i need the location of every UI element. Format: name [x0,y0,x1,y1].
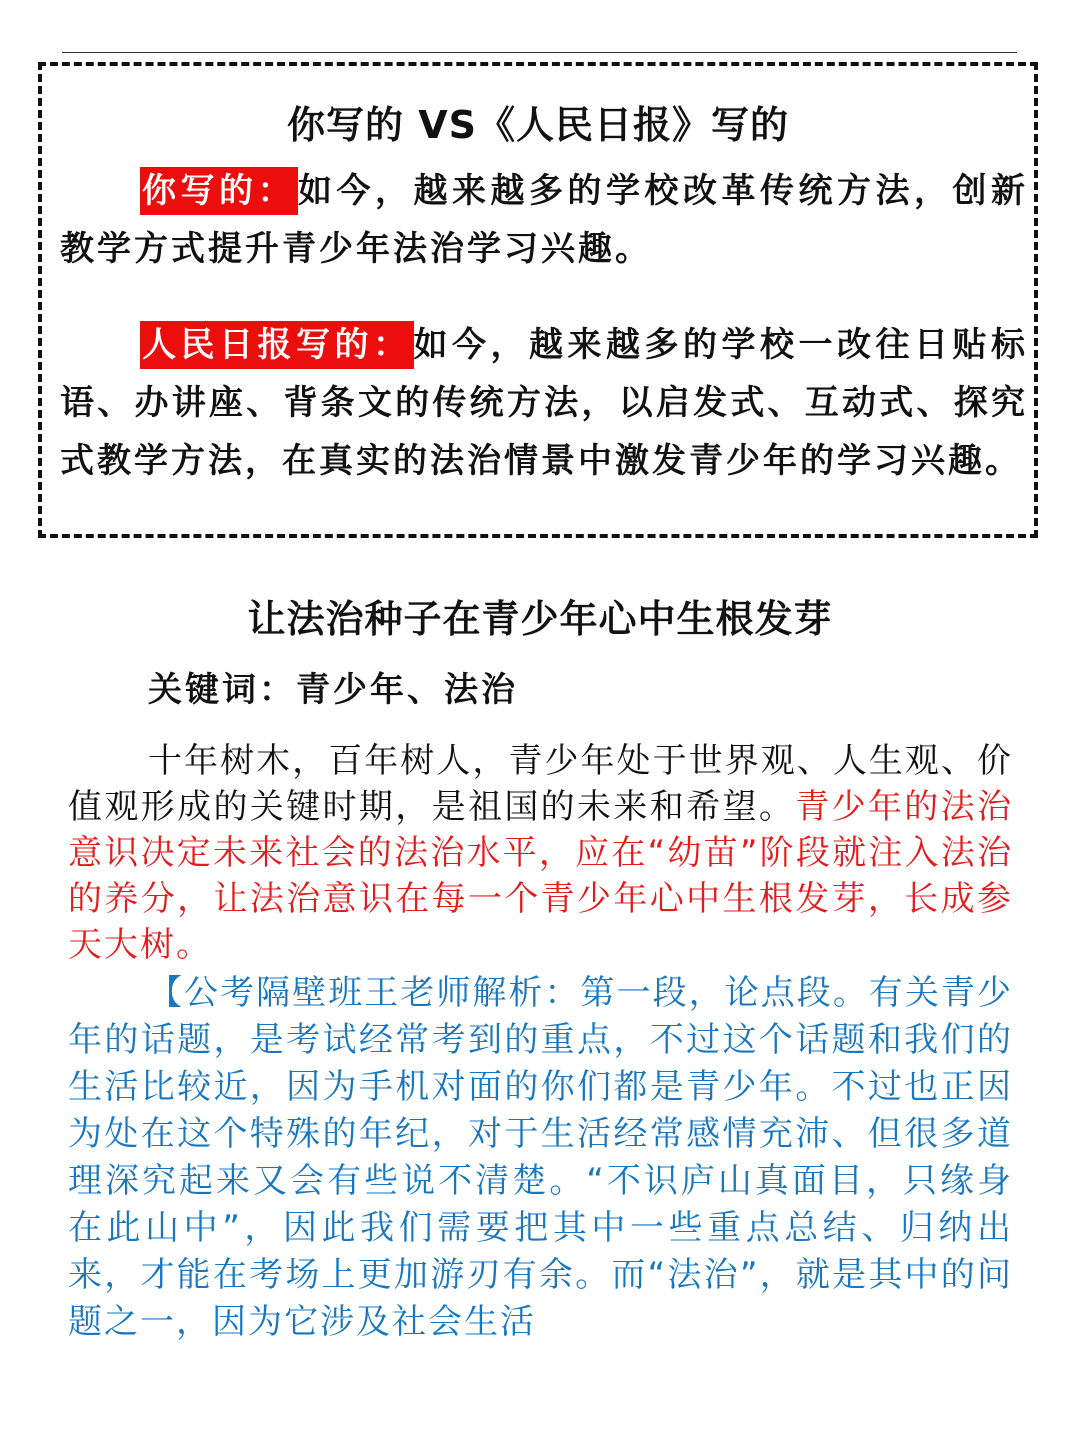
keywords-line: 关键词：青少年、法治 [148,670,518,710]
yours-text: 如今，越来越多的学校改革传统方法，创新教学方式提升青少年法治学习兴趣。 [60,171,1028,269]
yours-label: 你写的： [140,167,298,215]
rmrb-label: 人民日报写的： [140,321,414,369]
top-divider [62,52,1017,53]
paragraph-1-black-text: 十年树木，百年树人，青少年处于世界观、人生观、价值观形成的关键时期，是祖国的未来和希望。 [68,741,1013,827]
rmrb-paragraph [60,316,1028,490]
article-title: 让法治种子在青少年心中生根发芽 [247,597,833,641]
yours-paragraph [60,162,1028,278]
teacher-analysis: 【公考隔壁班王老师解析：第一段，论点段。有关青少年的话题，是考试经常考到的重点，不过这个话题和我们的生活比较近，因为手机对面的你们都是青少年。不过也正因为处在这个特殊的年纪，对于生活经常感情充沛、但很多道理深究起来又会有些说不清楚。“不识庐山真面目，只缘身在此山中”，因此我们需要把其中一些重点总结、归纳出来，才能在考场上更加游刃有余。而“法治”，就是其中的问题之一，因为它涉及社会生活 [68,973,1013,1342]
comparison-box [38,62,1038,538]
comparison-title: 你写的 VS《人民日报》写的 [286,103,789,147]
article-paragraph-1 [68,738,1013,968]
rmrb-text: 如今，越来越多的学校一改往日贴标语、办讲座、背条文的传统方法，以启发式、互动式、探究式教学方法，在真实的法治情景中激发青少年的学习兴趣。 [60,325,1028,481]
paragraph-1-red-text: 青少年的法治意识决定未来社会的法治水平，应在“幼苗”阶段就注入法治的养分，让法治意识在每一个青少年心中生根发芽，长成参天大树。 [68,787,1014,965]
